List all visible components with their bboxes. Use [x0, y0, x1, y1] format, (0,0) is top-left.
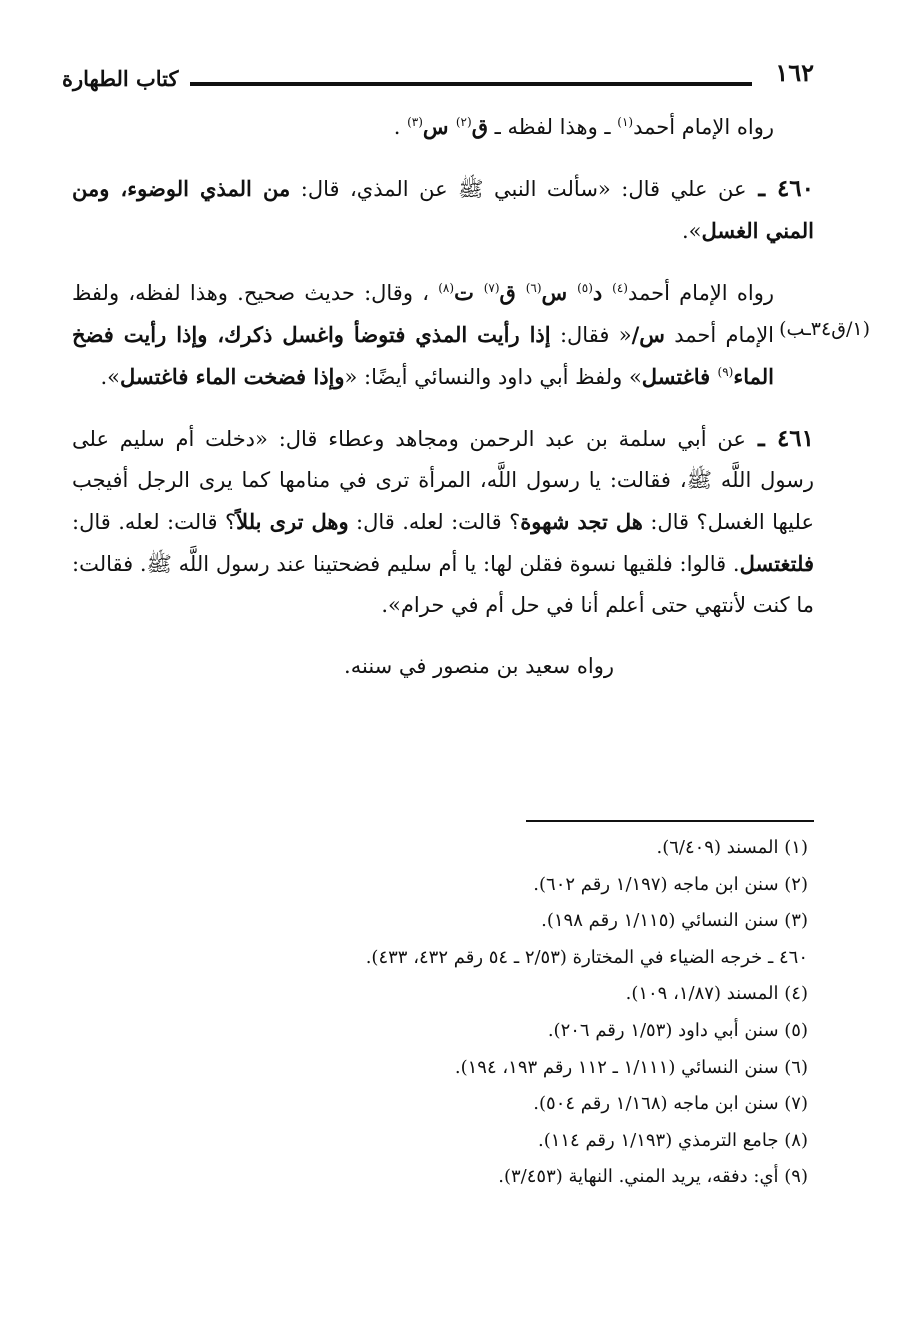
main-text	[72, 106, 814, 707]
text: » ولفظ أبي داود والنسائي أيضًا: «	[344, 365, 642, 389]
footnote-ref: (٩)	[717, 365, 734, 379]
text: « فقال:	[550, 323, 632, 347]
hadith-text: . قالوا: فلقيها نسوة فقلن لها: يا أم سليم فضحتينا عند رسول اللَّه ﷺ. فقالت: ما كنت لأنتهي حتى أعلم أنا في حل أم في حرام».	[72, 552, 814, 617]
footnote: (٢) سنن ابن ماجه (١/١٩٧ رقم ٦٠٢).	[533, 873, 808, 895]
footnote-ref: (٧)	[483, 281, 500, 295]
narration-461: رواه سعيد بن منصور في سننه.	[344, 654, 614, 678]
text: ـ وهذا لفظه ـ	[487, 115, 618, 139]
source-symbol: ق	[499, 280, 526, 305]
footnote-ref: (٥)	[577, 281, 593, 295]
text: ».	[100, 365, 120, 389]
header-rule	[190, 82, 752, 86]
text: رواه الإمام أحمد	[633, 115, 774, 139]
source-symbol: ت	[454, 280, 484, 305]
footnote: ٤٦٠ ـ خرجه الضياء في المختارة (٢/٥٣ ـ ٥٤ رقم ٤٣٢، ٤٣٣).	[365, 946, 808, 968]
hadith-number: ٤٦٠ ـ	[746, 175, 815, 202]
hadith-quote: وهل ترى بللاً	[236, 509, 349, 534]
footnote-ref: (٨)	[438, 281, 455, 295]
hadith-text: عن علي قال: «سألت النبي ﷺ عن المذي، قال:	[290, 177, 747, 201]
hadith-461	[72, 418, 814, 626]
source-symbol: د	[592, 280, 613, 305]
footnote: (٥) سنن أبي داود (١/٥٣ رقم ٢٠٦).	[547, 1019, 808, 1041]
margin-note: (١/ق٣٤ـب)	[779, 318, 870, 340]
hadith-text: ؟ قالت: لعله. قال:	[72, 510, 237, 534]
footnote: (٨) جامع الترمذي (١/١٩٣ رقم ١١٤).	[537, 1129, 808, 1151]
footnote: (٧) سنن ابن ماجه (١/١٦٨ رقم ٥٠٤).	[533, 1093, 808, 1115]
page-header	[62, 58, 814, 98]
text: ، وقال: حديث صحيح. وهذا لفظه، ولفظ الإمام أحمد	[72, 281, 775, 347]
footnote-ref: (٦)	[525, 281, 542, 295]
page-number: ١٦٢	[775, 58, 814, 87]
source-symbol: س	[422, 114, 456, 139]
footnote-ref: (٣)	[407, 115, 423, 129]
hadith-text: عن أبي سلمة بن عبد الرحمن ومجاهد وعطاء قال: «دخلت أم سليم على رسول اللَّه ﷺ، فقالت: يا رسول اللَّه، المرأة ترى في منامها كما يرى الرجل أفيجب عليها الغسل؟ قال:	[72, 427, 815, 534]
source-symbol: س	[541, 280, 578, 305]
text: رواه الإمام أحمد	[627, 281, 774, 305]
text: .	[393, 115, 408, 139]
footnote: (٣) سنن النسائي (١/١١٥ رقم ١٩٨).	[541, 910, 808, 932]
hadith-number: ٤٦١ ـ	[745, 425, 815, 452]
running-title: كتاب الطهارة	[62, 66, 179, 91]
footnote: (٩) أي: دفقه، يريد المني. النهاية (٣/٤٥٣).	[498, 1166, 808, 1188]
source-symbol: س/	[631, 322, 665, 347]
hadith-460	[72, 168, 814, 252]
hadith-text: ».	[681, 219, 702, 243]
footnote-ref: (٢)	[455, 115, 472, 129]
footnotes	[68, 830, 808, 1196]
hadith-quote: من المذي الوضوء، ومن المني الغسل	[72, 176, 814, 243]
source-symbol: ق	[471, 114, 488, 139]
narration-line	[72, 106, 814, 148]
hadith-quote: إذا رأيت المذي فتوضأ واغسل ذكرك، وإذا رأيت فضخ الماء	[72, 322, 774, 389]
footnote: (٦) سنن النسائي (١/١١١ ـ ١١٢ رقم ١٩٣، ١٩٤).	[454, 1056, 808, 1078]
hadith-quote: وإذا فضخت الماء فاغتسل	[119, 364, 345, 389]
hadith-quote: فاغتسل	[641, 364, 718, 389]
footnote: (١) المسند (٦/٤٠٩).	[656, 837, 808, 858]
hadith-quote: فلتغتسل	[739, 551, 814, 576]
footnote-separator	[526, 820, 814, 822]
footnote-ref: (٤)	[612, 281, 628, 295]
footnote: (٤) المسند (١/٨٧، ١٠٩).	[625, 983, 808, 1005]
hadith-text: ؟ قالت: لعله. قال:	[348, 510, 521, 534]
footnote-ref: (١)	[617, 115, 634, 129]
hadith-quote: هل تجد شهوة	[520, 509, 643, 534]
